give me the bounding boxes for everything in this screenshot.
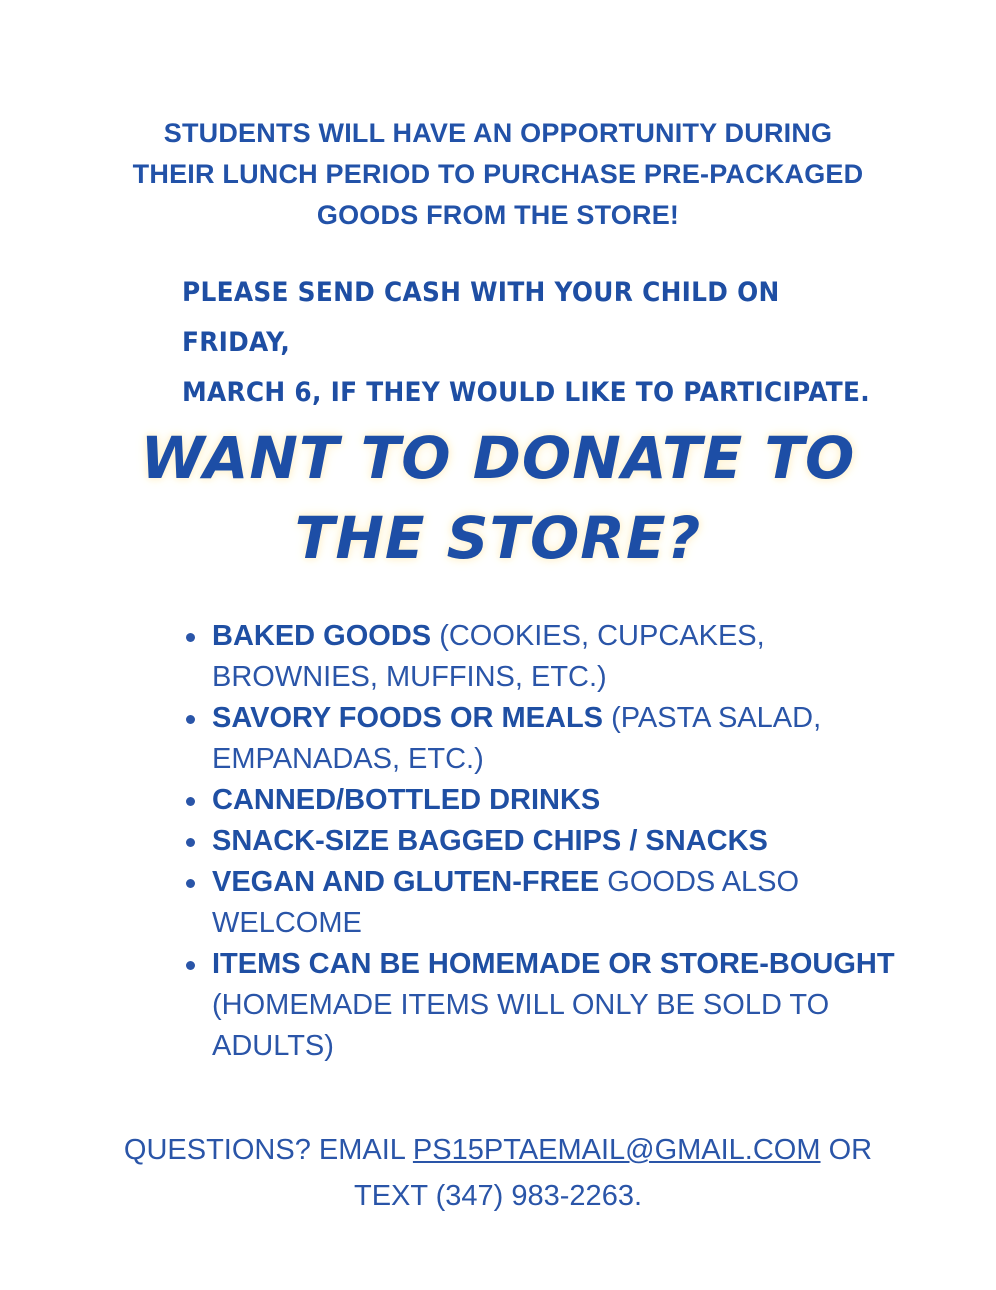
item-bold: SNACK-SIZE BAGGED CHIPS / SNACKS — [212, 825, 768, 857]
cash-note-line-1: PLEASE SEND CASH WITH YOUR CHILD ON FRIDAY, — [182, 277, 780, 358]
contact-middle: OR — [820, 1134, 873, 1166]
list-item — [186, 698, 906, 780]
intro-line-2: THEIR LUNCH PERIOD TO PURCHASE PRE-PACKAGED — [132, 159, 864, 189]
item-rest: GOODS ALSO WELCOME — [212, 866, 800, 939]
list-item — [186, 821, 906, 862]
item-bold: BAKED GOODS — [212, 620, 432, 652]
donate-heading-line-1: WANT TO DONATE TO — [140, 424, 856, 492]
contact-prefix: QUESTIONS? EMAIL — [123, 1134, 413, 1166]
item-bold: VEGAN AND GLUTEN-FREE — [212, 866, 600, 898]
list-item — [186, 862, 906, 944]
intro-line-1: STUDENTS WILL HAVE AN OPPORTUNITY DURING — [163, 118, 833, 148]
item-rest: (HOMEMADE ITEMS WILL ONLY BE SOLD TO ADULTS) — [212, 989, 830, 1062]
contact-line-1 — [40, 1127, 956, 1173]
donation-items-list — [186, 616, 906, 1067]
intro-text — [40, 113, 956, 236]
item-rest: (PASTA SALAD, EMPANADAS, ETC.) — [212, 702, 822, 775]
email-link[interactable]: PS15PTAEMAIL@GMAIL.COM — [412, 1134, 821, 1166]
donate-heading — [60, 418, 936, 578]
item-rest: (COOKIES, CUPCAKES, BROWNIES, MUFFINS, ETC.) — [212, 620, 765, 693]
cash-note — [182, 268, 881, 418]
list-item — [186, 780, 906, 821]
item-bold: SAVORY FOODS OR MEALS — [212, 702, 604, 734]
intro-line-3: GOODS FROM THE STORE! — [316, 200, 680, 230]
contact-info — [40, 1127, 956, 1219]
list-item — [186, 616, 906, 698]
item-bold: ITEMS CAN BE HOMEMADE OR STORE-BOUGHT — [212, 948, 895, 980]
contact-line-2: TEXT (347) 983-2263. — [353, 1180, 643, 1212]
list-item — [186, 944, 906, 1067]
donate-heading-line-2: THE STORE? — [294, 504, 702, 572]
item-bold: CANNED/BOTTLED DRINKS — [212, 784, 601, 816]
cash-note-line-2: MARCH 6, IF THEY WOULD LIKE TO PARTICIPATE. — [182, 377, 870, 408]
